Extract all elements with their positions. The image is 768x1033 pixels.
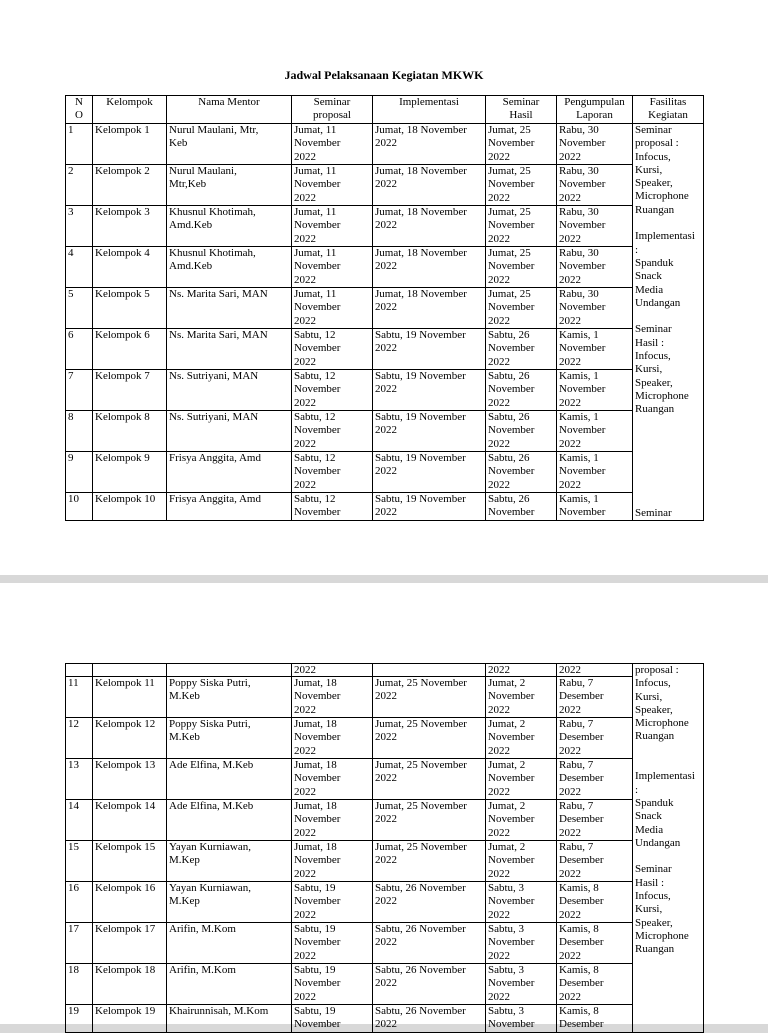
- cell-kelompok: Kelompok 2: [93, 165, 167, 206]
- cell-mentor: Poppy Siska Putri, M.Keb: [167, 718, 292, 759]
- cell-seminar-proposal: Jumat, 18 November 2022: [292, 718, 373, 759]
- cell-kelompok: Kelompok 5: [93, 288, 167, 329]
- table-row: [66, 923, 704, 964]
- cell-no: 8: [66, 411, 93, 452]
- cell-kelompok: Kelompok 1: [93, 124, 167, 165]
- cell-seminar-hasil: Sabtu, 26 November 2022: [486, 452, 557, 493]
- cell-seminar-hasil: Sabtu, 3 November: [486, 1005, 557, 1033]
- cell-seminar-hasil: Jumat, 2 November 2022: [486, 677, 557, 718]
- cell-no: 11: [66, 677, 93, 718]
- cell-pengumpulan-laporan: Rabu, 30 November 2022: [557, 165, 633, 206]
- cell-seminar-hasil: Jumat, 2 November 2022: [486, 718, 557, 759]
- cell-seminar-proposal: Sabtu, 12 November 2022: [292, 452, 373, 493]
- cell-implementasi: Jumat, 25 November 2022: [373, 759, 486, 800]
- cell-pengumpulan-laporan: Rabu, 7 Desember 2022: [557, 677, 633, 718]
- document-title: Jadwal Pelaksanaan Kegiatan MKWK: [284, 68, 484, 82]
- header-implementasi: Implementasi: [373, 96, 486, 124]
- cell-seminar-hasil: Sabtu, 26 November 2022: [486, 370, 557, 411]
- table-row: [66, 206, 704, 247]
- table-row: [66, 1005, 704, 1033]
- cell-seminar-hasil: Sabtu, 3 November 2022: [486, 923, 557, 964]
- table-row: [66, 964, 704, 1005]
- cell-implementasi: Jumat, 25 November 2022: [373, 677, 486, 718]
- table-row: [66, 452, 704, 493]
- cell-fasilitas-kegiatan: proposal : Infocus, Kursi, Speaker, Microphone Ruangan Implementasi : Spanduk Snack Media Undangan Seminar Hasil : Infocus, Kursi, Speaker, Microphone Ruangan: [633, 664, 704, 1033]
- table-row-continuation: [66, 664, 704, 677]
- cell-no: 14: [66, 800, 93, 841]
- cell-fasilitas-kegiatan-continued: Seminar: [633, 493, 704, 521]
- cell-seminar-proposal: Sabtu, 12 November: [292, 493, 373, 521]
- cell-seminar-proposal: Jumat, 18 November 2022: [292, 800, 373, 841]
- cell-mentor: Khairunnisah, M.Kom: [167, 1005, 292, 1033]
- cell-kelompok: [93, 664, 167, 677]
- cell-pengumpulan-laporan: Rabu, 7 Desember 2022: [557, 800, 633, 841]
- cell-implementasi: Sabtu, 26 November 2022: [373, 882, 486, 923]
- schedule-table-part-2: [65, 663, 704, 1033]
- cell-mentor: Ns. Sutriyani, MAN: [167, 411, 292, 452]
- cell-implementasi: Sabtu, 26 November 2022: [373, 964, 486, 1005]
- table-row: [66, 677, 704, 718]
- cell-no: 18: [66, 964, 93, 1005]
- cell-seminar-hasil: Sabtu, 3 November 2022: [486, 882, 557, 923]
- cell-seminar-hasil: Jumat, 25 November 2022: [486, 288, 557, 329]
- cell-no: 17: [66, 923, 93, 964]
- cell-mentor: Ns. Sutriyani, MAN: [167, 370, 292, 411]
- cell-pengumpulan-laporan: Kamis, 8 Desember: [557, 1005, 633, 1033]
- cell-seminar-proposal: Sabtu, 12 November 2022: [292, 411, 373, 452]
- table-row: [66, 718, 704, 759]
- cell-pengumpulan-laporan: Rabu, 7 Desember 2022: [557, 759, 633, 800]
- cell-mentor: Arifin, M.Kom: [167, 964, 292, 1005]
- cell-implementasi: Jumat, 18 November 2022: [373, 206, 486, 247]
- cell-pengumpulan-laporan: Kamis, 1 November 2022: [557, 452, 633, 493]
- cell-kelompok: Kelompok 15: [93, 841, 167, 882]
- cell-kelompok: Kelompok 13: [93, 759, 167, 800]
- cell-seminar-proposal: Jumat, 11 November 2022: [292, 247, 373, 288]
- table-row: [66, 493, 704, 521]
- cell-kelompok: Kelompok 9: [93, 452, 167, 493]
- document-page-2: [0, 583, 768, 1031]
- cell-no: 6: [66, 329, 93, 370]
- cell-seminar-hasil: 2022: [486, 664, 557, 677]
- cell-seminar-hasil: Jumat, 2 November 2022: [486, 759, 557, 800]
- cell-seminar-hasil: Sabtu, 26 November 2022: [486, 411, 557, 452]
- cell-mentor: Ns. Marita Sari, MAN: [167, 288, 292, 329]
- cell-kelompok: Kelompok 16: [93, 882, 167, 923]
- cell-no: 3: [66, 206, 93, 247]
- table-row: [66, 841, 704, 882]
- cell-pengumpulan-laporan: Kamis, 1 November 2022: [557, 411, 633, 452]
- cell-kelompok: Kelompok 3: [93, 206, 167, 247]
- cell-pengumpulan-laporan: Kamis, 8 Desember 2022: [557, 923, 633, 964]
- cell-implementasi: Jumat, 18 November 2022: [373, 247, 486, 288]
- cell-kelompok: Kelompok 11: [93, 677, 167, 718]
- cell-kelompok: Kelompok 10: [93, 493, 167, 521]
- cell-no: 12: [66, 718, 93, 759]
- table-row: [66, 329, 704, 370]
- header-seminar-proposal: Seminar proposal: [292, 96, 373, 124]
- cell-seminar-hasil: Sabtu, 3 November 2022: [486, 964, 557, 1005]
- table-row: [66, 247, 704, 288]
- cell-seminar-hasil: Jumat, 25 November 2022: [486, 206, 557, 247]
- cell-kelompok: Kelompok 6: [93, 329, 167, 370]
- cell-seminar-proposal: Sabtu, 19 November 2022: [292, 923, 373, 964]
- cell-seminar-hasil: Jumat, 25 November 2022: [486, 165, 557, 206]
- header-kelompok: Kelompok: [93, 96, 167, 124]
- cell-seminar-proposal: Jumat, 11 November 2022: [292, 206, 373, 247]
- cell-kelompok: Kelompok 12: [93, 718, 167, 759]
- cell-seminar-hasil: Jumat, 25 November 2022: [486, 124, 557, 165]
- cell-no: 5: [66, 288, 93, 329]
- cell-seminar-proposal: Sabtu, 19 November 2022: [292, 882, 373, 923]
- cell-implementasi: Sabtu, 19 November 2022: [373, 329, 486, 370]
- cell-mentor: Yayan Kurniawan, M.Kep: [167, 841, 292, 882]
- cell-kelompok: Kelompok 4: [93, 247, 167, 288]
- table-row: [66, 370, 704, 411]
- cell-mentor: Khusnul Khotimah, Amd.Keb: [167, 247, 292, 288]
- cell-seminar-hasil: Jumat, 2 November 2022: [486, 841, 557, 882]
- cell-implementasi: Sabtu, 19 November 2022: [373, 370, 486, 411]
- header-no: N O: [66, 96, 93, 124]
- table-row: [66, 288, 704, 329]
- cell-seminar-proposal: 2022: [292, 664, 373, 677]
- cell-seminar-proposal: Jumat, 11 November 2022: [292, 165, 373, 206]
- cell-no: 15: [66, 841, 93, 882]
- cell-implementasi: Jumat, 25 November 2022: [373, 718, 486, 759]
- cell-seminar-hasil: Jumat, 2 November 2022: [486, 800, 557, 841]
- cell-mentor: Ade Elfina, M.Keb: [167, 759, 292, 800]
- header-nama-mentor: Nama Mentor: [167, 96, 292, 124]
- cell-implementasi: Jumat, 18 November 2022: [373, 124, 486, 165]
- cell-kelompok: Kelompok 19: [93, 1005, 167, 1033]
- cell-mentor: Frisya Anggita, Amd: [167, 452, 292, 493]
- cell-mentor: Poppy Siska Putri, M.Keb: [167, 677, 292, 718]
- cell-mentor: Khusnul Khotimah, Amd.Keb: [167, 206, 292, 247]
- cell-mentor: Nurul Maulani, Mtr,Keb: [167, 165, 292, 206]
- table-row: [66, 411, 704, 452]
- cell-pengumpulan-laporan: 2022: [557, 664, 633, 677]
- table-row: [66, 124, 704, 165]
- cell-pengumpulan-laporan: Rabu, 30 November 2022: [557, 206, 633, 247]
- cell-pengumpulan-laporan: Kamis, 1 November 2022: [557, 329, 633, 370]
- cell-no: 2: [66, 165, 93, 206]
- cell-implementasi: Jumat, 18 November 2022: [373, 165, 486, 206]
- cell-no: 16: [66, 882, 93, 923]
- cell-seminar-proposal: Jumat, 18 November 2022: [292, 759, 373, 800]
- cell-seminar-proposal: Sabtu, 12 November 2022: [292, 329, 373, 370]
- cell-seminar-hasil: Sabtu, 26 November: [486, 493, 557, 521]
- cell-seminar-proposal: Jumat, 18 November 2022: [292, 677, 373, 718]
- cell-pengumpulan-laporan: Rabu, 30 November 2022: [557, 288, 633, 329]
- cell-no: 1: [66, 124, 93, 165]
- header-fasilitas-kegiatan: Fasilitas Kegiatan: [633, 96, 704, 124]
- cell-pengumpulan-laporan: Rabu, 30 November 2022: [557, 124, 633, 165]
- cell-implementasi: Sabtu, 26 November 2022: [373, 1005, 486, 1033]
- table-row: [66, 800, 704, 841]
- cell-implementasi: Jumat, 18 November 2022: [373, 288, 486, 329]
- cell-implementasi: Sabtu, 19 November 2022: [373, 452, 486, 493]
- cell-no: 10: [66, 493, 93, 521]
- cell-mentor: Yayan Kurniawan, M.Kep: [167, 882, 292, 923]
- cell-no: 13: [66, 759, 93, 800]
- cell-seminar-hasil: Jumat, 25 November 2022: [486, 247, 557, 288]
- table-row: [66, 882, 704, 923]
- cell-kelompok: Kelompok 17: [93, 923, 167, 964]
- table-row: [66, 759, 704, 800]
- cell-mentor: Nurul Maulani, Mtr, Keb: [167, 124, 292, 165]
- cell-no: 19: [66, 1005, 93, 1033]
- cell-implementasi: Sabtu, 26 November 2022: [373, 923, 486, 964]
- cell-no: 4: [66, 247, 93, 288]
- cell-pengumpulan-laporan: Kamis, 1 November: [557, 493, 633, 521]
- cell-mentor: Frisya Anggita, Amd: [167, 493, 292, 521]
- cell-kelompok: Kelompok 8: [93, 411, 167, 452]
- cell-implementasi: Jumat, 25 November 2022: [373, 841, 486, 882]
- cell-implementasi: Sabtu, 19 November 2022: [373, 493, 486, 521]
- cell-pengumpulan-laporan: Rabu, 7 Desember 2022: [557, 718, 633, 759]
- cell-seminar-proposal: Sabtu, 12 November 2022: [292, 370, 373, 411]
- header-seminar-hasil: Seminar Hasil: [486, 96, 557, 124]
- cell-implementasi: [373, 664, 486, 677]
- cell-pengumpulan-laporan: Kamis, 1 November 2022: [557, 370, 633, 411]
- cell-kelompok: Kelompok 14: [93, 800, 167, 841]
- header-pengumpulan-laporan: Pengumpulan Laporan: [557, 96, 633, 124]
- cell-mentor: Ade Elfina, M.Keb: [167, 800, 292, 841]
- cell-seminar-hasil: Sabtu, 26 November 2022: [486, 329, 557, 370]
- cell-no: [66, 664, 93, 677]
- cell-mentor: Arifin, M.Kom: [167, 923, 292, 964]
- cell-fasilitas-kegiatan: Seminar proposal : Infocus, Kursi, Speaker, Microphone Ruangan Implementasi : Spanduk Snack Media Undangan Seminar Hasil : Infocus, Kursi, Speaker, Microphone Ruangan: [633, 124, 704, 493]
- schedule-table-part-1: [65, 95, 704, 521]
- cell-pengumpulan-laporan: Rabu, 30 November 2022: [557, 247, 633, 288]
- cell-kelompok: Kelompok 18: [93, 964, 167, 1005]
- cell-mentor: [167, 664, 292, 677]
- cell-seminar-proposal: Jumat, 11 November 2022: [292, 288, 373, 329]
- cell-pengumpulan-laporan: Rabu, 7 Desember 2022: [557, 841, 633, 882]
- cell-mentor: Ns. Marita Sari, MAN: [167, 329, 292, 370]
- cell-seminar-proposal: Sabtu, 19 November 2022: [292, 964, 373, 1005]
- cell-implementasi: Jumat, 25 November 2022: [373, 800, 486, 841]
- cell-seminar-proposal: Jumat, 18 November 2022: [292, 841, 373, 882]
- cell-seminar-proposal: Sabtu, 19 November: [292, 1005, 373, 1033]
- cell-no: 9: [66, 452, 93, 493]
- table-row: [66, 165, 704, 206]
- cell-no: 7: [66, 370, 93, 411]
- cell-kelompok: Kelompok 7: [93, 370, 167, 411]
- cell-pengumpulan-laporan: Kamis, 8 Desember 2022: [557, 964, 633, 1005]
- cell-pengumpulan-laporan: Kamis, 8 Desember 2022: [557, 882, 633, 923]
- cell-implementasi: Sabtu, 19 November 2022: [373, 411, 486, 452]
- cell-seminar-proposal: Jumat, 11 November 2022: [292, 124, 373, 165]
